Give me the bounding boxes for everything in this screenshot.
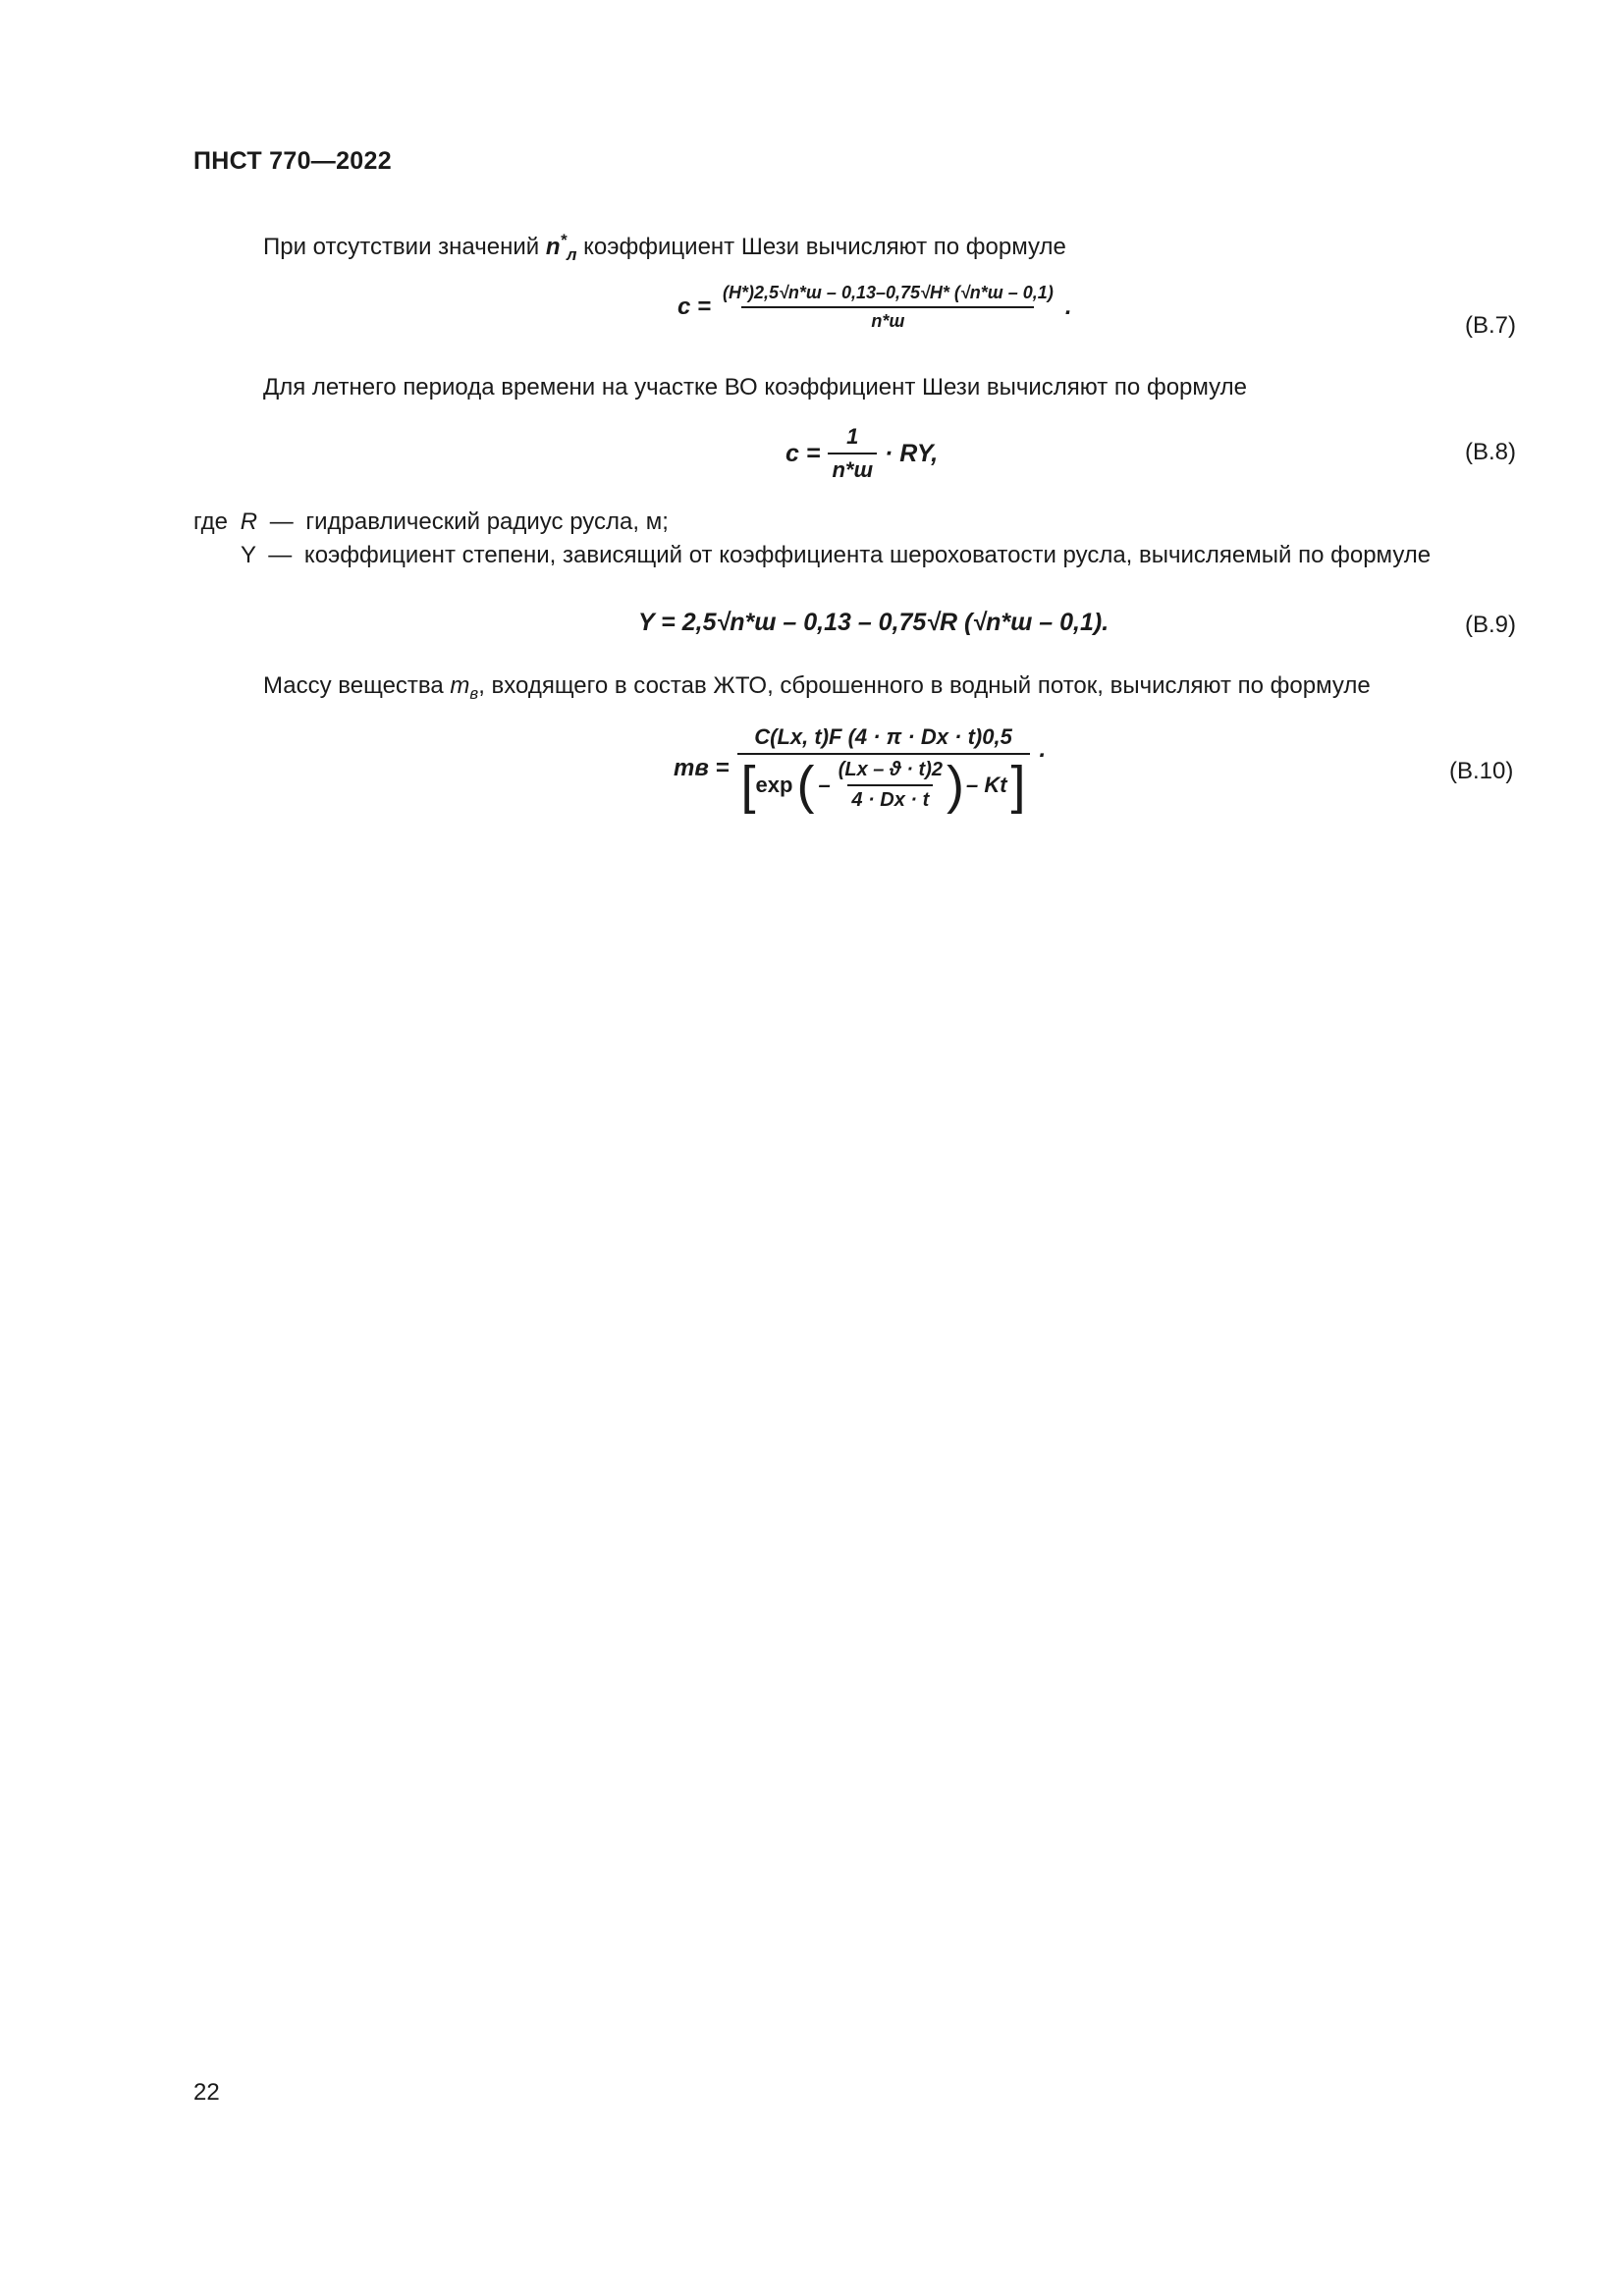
equation-trail: . (1039, 736, 1047, 763)
paragraph-text: При отсутствии значений (263, 234, 540, 260)
equation-trail: . (1064, 294, 1072, 320)
page-number: 22 (193, 2079, 220, 2106)
fraction (719, 283, 1057, 332)
equation-rhs: · RY, (885, 439, 939, 467)
kt-term: – Kt (965, 773, 1007, 797)
equation-b9: Y = 2,5√n*ш – 0,13 – 0,75√R (√n*ш – 0,1). (638, 609, 1110, 636)
equation-number-b7: (В.7) (1465, 312, 1517, 339)
equation-lhs: c = (785, 439, 821, 467)
legend-intro: где (193, 508, 229, 535)
paragraph-chezy-no-values (263, 226, 1066, 270)
fraction-denominator: n*ш (741, 306, 1034, 332)
legend-symbol: R (240, 508, 258, 535)
paragraph-text: , входящего в состав ЖТО, сброшенного в водный поток, вычисляют по формуле (478, 672, 1371, 699)
right-bracket: ] (1010, 756, 1026, 815)
legend-item-r (193, 508, 669, 536)
paragraph-summer-period: Для летнего периода времени на участке ВО коэффициент Шези вычисляют по формуле (263, 374, 1247, 400)
fraction (828, 424, 877, 483)
minus-sign: – (818, 773, 831, 797)
fraction-numerator: C(Lx, t)F (4 · π · Dx · t)0,5 (754, 724, 1012, 749)
equation-b10 (674, 724, 1047, 815)
equation-number-b8: (В.8) (1465, 439, 1517, 465)
left-paren: ( (796, 756, 815, 815)
legend-text: гидравлический радиус русла, м; (305, 508, 669, 535)
legend-item-y (241, 542, 1431, 569)
inner-fraction (835, 759, 947, 812)
fraction (737, 724, 1030, 815)
equation-lhs: c = (677, 294, 712, 320)
paragraph-substance-mass (263, 671, 1371, 709)
right-paren: ) (946, 756, 964, 815)
variable-n: $n^*_л$ (545, 231, 577, 264)
equation-lhs: mв = (674, 754, 730, 781)
legend-dash: — (268, 542, 293, 568)
legend-symbol: Y (241, 542, 256, 568)
exp-label: exp (755, 773, 793, 797)
document-code-header: ПНСТ 770—2022 (193, 147, 392, 175)
paragraph-text: Массу вещества (263, 672, 444, 699)
paragraph-text: коэффициент Шези вычисляют по формуле (583, 234, 1066, 260)
equation-b7 (677, 283, 1071, 332)
fraction-numerator: 1 (846, 424, 859, 449)
legend-text: коэффициент степени, зависящий от коэффициента шероховатости русла, вычисляемый по формуле (303, 542, 1432, 568)
variable-m: $m_в$ (450, 672, 479, 703)
equation-number-b10: (В.10) (1449, 758, 1514, 784)
fraction-numerator: (H*)2,5√n*ш – 0,13–0,75√H* (√n*ш – 0,1) (723, 283, 1054, 302)
equation-b8 (785, 424, 938, 483)
equation-number-b9: (В.9) (1465, 612, 1517, 638)
fraction-denominator (737, 753, 1030, 815)
left-bracket: [ (740, 756, 756, 815)
inner-denominator: 4 · Dx · t (847, 784, 933, 812)
inner-numerator: (Lx – ϑ · t)2 (838, 759, 943, 780)
legend-dash: — (269, 508, 294, 535)
fraction-denominator: n*ш (828, 453, 877, 483)
